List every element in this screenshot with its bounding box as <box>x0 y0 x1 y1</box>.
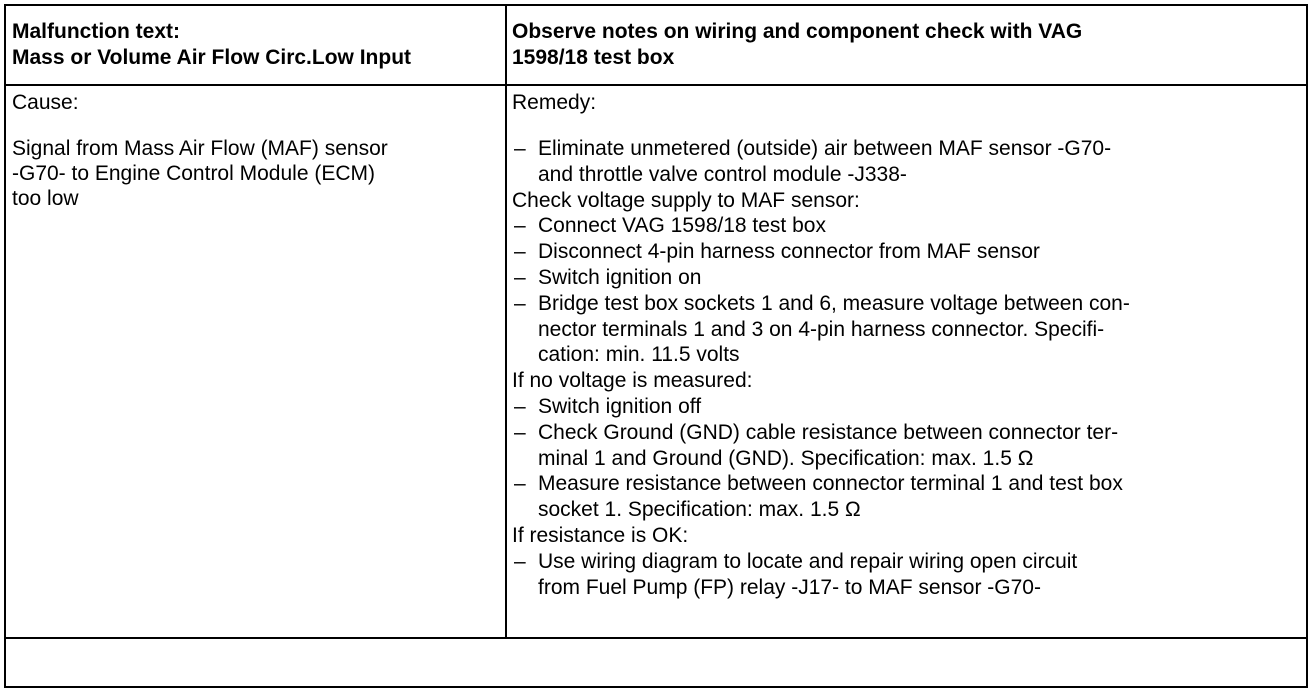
malfunction-header-text: Mass or Volume Air Flow Circ.Low Input <box>12 46 412 69</box>
remedy-text: Bridge test box sockets 1 and 6, measure voltage between con- <box>538 291 1130 315</box>
notes-header-line2: 1598/18 test box <box>512 46 675 69</box>
malfunction-header-label: Malfunction text: <box>12 20 180 43</box>
cause-line-3: too low <box>12 187 79 210</box>
remedy-text: socket 1. Specification: max. 1.5 Ω <box>538 498 861 522</box>
notes-header-line1: Observe notes on wiring and component check with VAG <box>512 20 1083 43</box>
remedy-text: cation: min. 11.5 volts <box>538 343 740 367</box>
remedy-text: Connect VAG 1598/18 test box <box>538 214 826 238</box>
dash-bullet: – <box>514 420 526 444</box>
table-border-left <box>4 4 6 688</box>
cause-line-2: -G70- to Engine Control Module (ECM) <box>12 162 375 185</box>
dash-bullet: – <box>514 472 526 496</box>
remedy-text: and throttle valve control module -J338- <box>538 162 907 186</box>
remedy-label: Remedy: <box>512 91 597 114</box>
remedy-text: Switch ignition on <box>538 266 702 289</box>
remedy-text: minal 1 and Ground (GND). Specification: max. 1.5 Ω <box>538 446 1034 470</box>
dash-bullet: – <box>514 240 526 264</box>
footer-divider <box>4 637 1308 639</box>
remedy-text: Check voltage supply to MAF sensor: <box>512 188 860 212</box>
cause-label: Cause: <box>12 91 79 114</box>
remedy-text: Eliminate unmetered (outside) air between MAF sensor -G70- <box>538 137 1112 160</box>
dash-bullet: – <box>514 266 526 289</box>
dash-bullet: – <box>514 214 526 238</box>
dash-bullet: – <box>514 291 526 315</box>
dash-bullet: – <box>514 395 526 418</box>
remedy-text: from Fuel Pump (FP) relay -J17- to MAF sensor -G70- <box>538 575 1041 599</box>
column-divider <box>505 4 507 639</box>
remedy-text: Use wiring diagram to locate and repair wiring open circuit <box>538 549 1078 573</box>
remedy-list <box>512 137 1302 637</box>
remedy-text: Disconnect 4-pin harness connector from MAF sensor <box>538 240 1040 264</box>
remedy-text: If no voltage is measured: <box>512 369 753 393</box>
cause-line-1: Signal from Mass Air Flow (MAF) sensor <box>12 137 388 160</box>
dash-bullet: – <box>514 549 526 573</box>
remedy-text: If resistance is OK: <box>512 524 689 547</box>
remedy-text: nector terminals 1 and 3 on 4-pin harness connector. Specifi- <box>538 317 1105 341</box>
dash-bullet: – <box>514 137 526 160</box>
header-divider <box>4 84 1308 86</box>
table-border-right <box>1306 4 1308 688</box>
remedy-text: Switch ignition off <box>538 395 702 418</box>
remedy-text: Measure resistance between connector terminal 1 and test box <box>538 472 1123 496</box>
table-border-bottom <box>4 686 1308 688</box>
remedy-text: Check Ground (GND) cable resistance between connector ter- <box>538 420 1119 444</box>
table-border-top <box>4 4 1308 6</box>
